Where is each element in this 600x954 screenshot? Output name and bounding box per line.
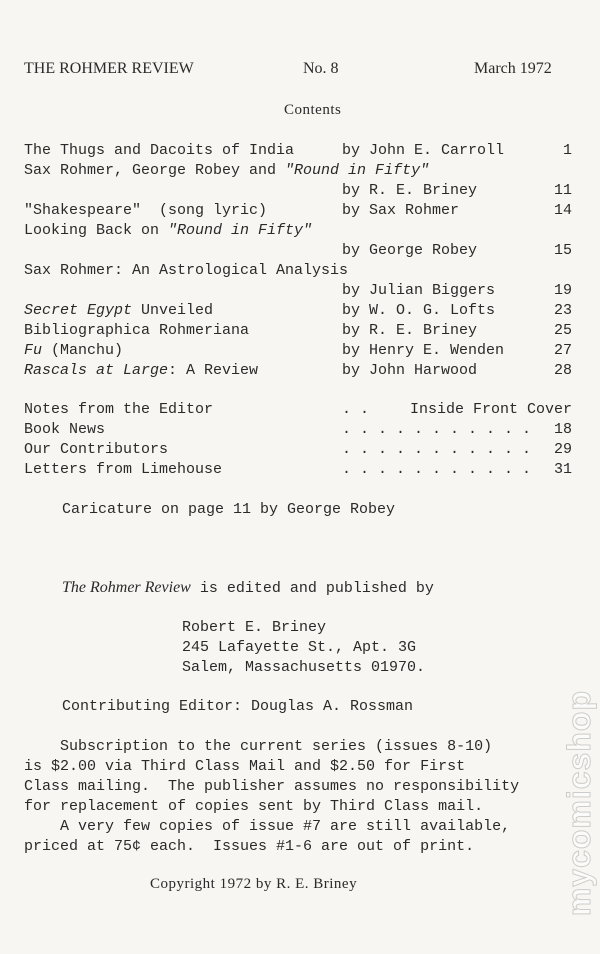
toc-author: by R. E. Briney (342, 182, 478, 199)
toc-page: 23 (553, 302, 572, 319)
caricature-credit: Caricature on page 11 by George Robey (62, 501, 396, 518)
notes-title: Letters from Limehouse (24, 461, 223, 478)
copyright-notice: Copyright 1972 by R. E. Briney (150, 876, 358, 892)
toc-title-italic: Rascals at Large (24, 362, 169, 379)
toc-author: by George Robey (342, 242, 478, 259)
issue-number: No. 8 (303, 60, 339, 77)
toc-page: 25 (553, 322, 572, 339)
publisher-city: Salem, Massachusetts 01970. (182, 659, 426, 676)
toc-page: 14 (553, 202, 572, 219)
toc-title-text: (Manchu) (42, 342, 124, 359)
publication-name: The Rohmer Review (62, 579, 191, 596)
toc-title-text: Sax Rohmer, George Robey and (24, 162, 286, 179)
contributing-editor: Contributing Editor: Douglas A. Rossman (62, 698, 414, 715)
notes-leader: . . . . . . . . . . . (342, 441, 532, 458)
notes-page: 31 (553, 461, 572, 478)
publisher-street: 245 Lafayette St., Apt. 3G (182, 639, 417, 656)
notes-page: Inside Front Cover (409, 401, 572, 418)
toc-title-text: Unveiled (132, 302, 214, 319)
magazine-title: THE ROHMER REVIEW (24, 60, 194, 77)
notes-title: Notes from the Editor (24, 401, 214, 418)
issue-date: March 1972 (474, 60, 552, 77)
toc-page: 28 (553, 362, 572, 379)
toc-author: by Sax Rohmer (342, 202, 460, 219)
toc-title (24, 301, 213, 321)
toc-author: by Julian Biggers (342, 282, 496, 299)
toc-title-italic: "Round in Fifty" (168, 222, 313, 239)
notes-page: 18 (553, 421, 572, 438)
toc-author: by W. O. G. Lofts (342, 302, 496, 319)
toc-title (24, 361, 258, 381)
subscription-line: is $2.00 via Third Class Mail and $2.50 for First (24, 758, 466, 775)
publisher-text: is edited and published by (190, 580, 434, 597)
toc-title: The Thugs and Dacoits of India (24, 142, 295, 159)
toc-title-italic: Secret Egypt (24, 302, 133, 319)
toc-title (24, 161, 429, 181)
notes-title: Our Contributors (24, 441, 169, 458)
toc-title (24, 221, 312, 241)
publisher-name: Robert E. Briney (182, 619, 327, 636)
toc-title-text: Looking Back on (24, 222, 169, 239)
toc-title: "Shakespeare" (song lyric) (24, 202, 268, 219)
notes-leader: . . . . . . . . . . . (342, 461, 532, 478)
toc-title (24, 341, 123, 361)
toc-title-text: : A Review (168, 362, 259, 379)
toc-page: 11 (553, 182, 572, 199)
publisher-line (62, 578, 434, 599)
subscription-line: Subscription to the current series (issues 8-10) (24, 738, 493, 755)
toc-page: 19 (553, 282, 572, 299)
toc-title: Sax Rohmer: An Astrological Analysis (24, 262, 349, 279)
toc-author: by John E. Carroll (342, 142, 505, 159)
notes-title: Book News (24, 421, 106, 438)
watermark: mycomicshop (561, 690, 597, 917)
notes-leader: . . (342, 401, 370, 418)
toc-title: Bibliographica Rohmeriana (24, 322, 250, 339)
toc-page: 15 (553, 242, 572, 259)
subscription-line: priced at 75¢ each. Issues #1-6 are out of print. (24, 838, 475, 855)
toc-title-italic: Fu (24, 342, 43, 359)
toc-author: by John Harwood (342, 362, 478, 379)
contents-heading: Contents (284, 102, 342, 118)
subscription-line: for replacement of copies sent by Third Class mail. (24, 798, 484, 815)
notes-page: 29 (553, 441, 572, 458)
toc-page: 27 (553, 342, 572, 359)
toc-title-italic: "Round in Fifty" (285, 162, 430, 179)
toc-page: 1 (562, 142, 572, 159)
toc-author: by R. E. Briney (342, 322, 478, 339)
toc-author: by Henry E. Wenden (342, 342, 505, 359)
subscription-line: A very few copies of issue #7 are still available, (24, 818, 511, 835)
notes-leader: . . . . . . . . . . . (342, 421, 532, 438)
subscription-line: Class mailing. The publisher assumes no responsibility (24, 778, 520, 795)
